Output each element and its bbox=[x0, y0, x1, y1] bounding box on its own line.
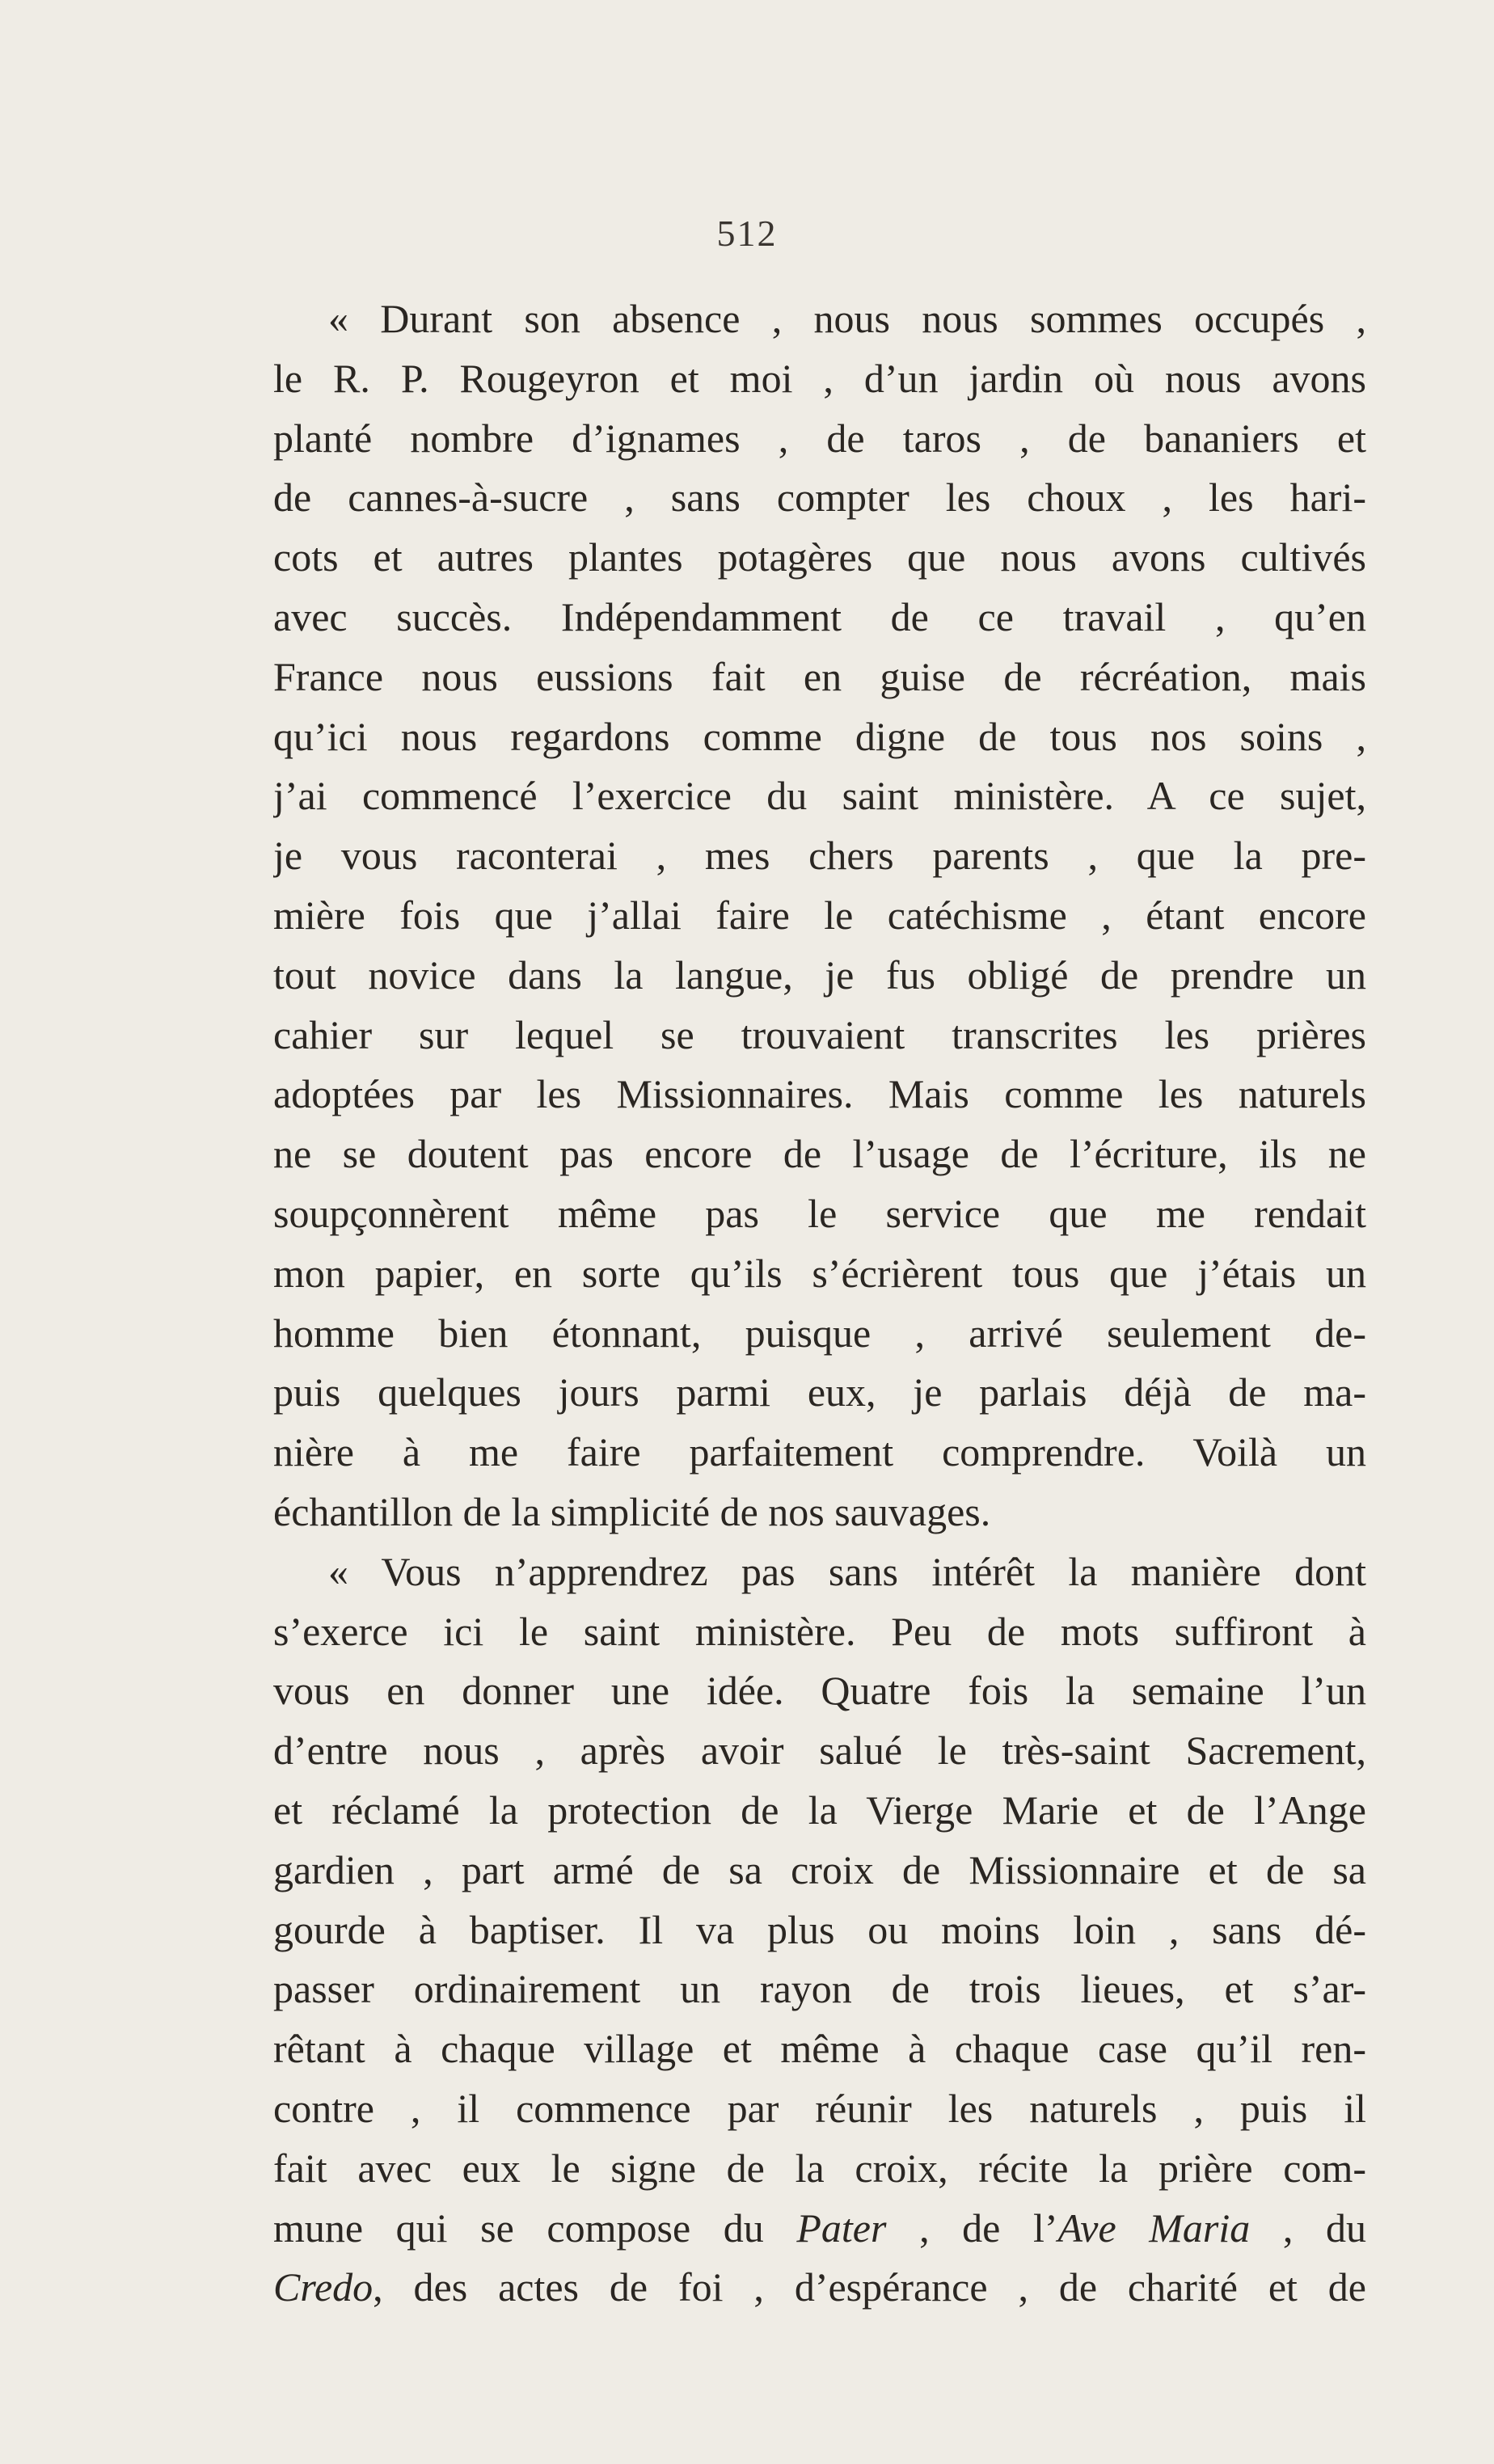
text-line: vous en donner une idée. Quatre fois la semaine l’un bbox=[273, 1668, 1366, 1714]
text-line: « Vous n’apprendrez pas sans intérêt la manière dont bbox=[328, 1548, 1366, 1594]
text-line: j’ai commencé l’exercice du saint ministère. A ce sujet, bbox=[273, 773, 1366, 819]
text-run: , de l’ bbox=[886, 2205, 1058, 2251]
text-line: planté nombre d’ignames , de taros , de bananiers et bbox=[273, 415, 1366, 461]
text-run: , du bbox=[1250, 2205, 1366, 2251]
text-line: passer ordinairement un rayon de trois lieues, et s’ar- bbox=[273, 1966, 1366, 2012]
italic-ave-maria: Ave Maria bbox=[1057, 2205, 1251, 2251]
text-line: fait avec eux le signe de la croix, récite la prière com- bbox=[273, 2145, 1366, 2191]
page-number: 512 bbox=[716, 213, 778, 254]
text-line: homme bien étonnant, puisque , arrivé seulement de- bbox=[273, 1310, 1366, 1356]
text-line: « Durant son absence , nous nous sommes occupés , bbox=[328, 296, 1366, 341]
text-run: mune qui se compose du bbox=[273, 2205, 797, 2251]
text-line-with-italics bbox=[273, 2258, 1366, 2318]
text-line: et réclamé la protection de la Vierge Marie et de l’Ange bbox=[273, 1787, 1366, 1833]
text-line: soupçonnèrent même pas le service que me rendait bbox=[273, 1190, 1366, 1236]
text-line: tout novice dans la langue, je fus obligé de prendre un bbox=[273, 951, 1366, 998]
text-line: mière fois que j’allai faire le catéchisme , étant encore bbox=[273, 892, 1366, 938]
text-line: le R. P. Rougeyron et moi , d’un jardin où nous avons bbox=[273, 355, 1366, 401]
text-line: d’entre nous , après avoir salué le très-saint Sacrement, bbox=[273, 1728, 1366, 1774]
text-run: , des actes de foi , d’espérance , de charité et de bbox=[373, 2264, 1366, 2310]
text-line: je vous raconterai , mes chers parents , que la pre- bbox=[273, 833, 1366, 879]
text-line: s’exerce ici le saint ministère. Peu de mots suffiront à bbox=[273, 1608, 1366, 1654]
text-line: échantillon de la simplicité de nos sauvages. bbox=[273, 1488, 991, 1534]
text-line: gardien , part armé de sa croix de Missionnaire et de sa bbox=[273, 1846, 1366, 1892]
text-line: cots et autres plantes potagères que nous avons cultivés bbox=[273, 534, 1366, 580]
text-line: nière à me faire parfaitement comprendre. Voilà un bbox=[273, 1429, 1366, 1475]
text-line: puis quelques jours parmi eux, je parlais déjà de ma- bbox=[273, 1369, 1366, 1416]
text-line: adoptées par les Missionnaires. Mais comme les naturels bbox=[273, 1071, 1366, 1117]
text-line: mon papier, en sorte qu’ils s’écrièrent tous que j’étais un bbox=[273, 1250, 1366, 1296]
text-line: avec succès. Indépendamment de ce travail , qu’en bbox=[273, 593, 1366, 639]
text-line: ne se doutent pas encore de l’usage de l’écriture, ils ne bbox=[273, 1131, 1366, 1177]
text-line: rêtant à chaque village et même à chaque case qu’il ren- bbox=[273, 2026, 1366, 2072]
body-text bbox=[273, 289, 1366, 2318]
italic-credo: Credo bbox=[273, 2264, 374, 2310]
text-line: de cannes-à-sucre , sans compter les choux , les hari- bbox=[273, 475, 1366, 521]
text-line: qu’ici nous regardons comme digne de tous nos soins , bbox=[273, 713, 1366, 759]
text-line: gourde à baptiser. Il va plus ou moins loin , sans dé- bbox=[273, 1906, 1366, 1952]
text-line-with-italics bbox=[273, 2199, 1366, 2259]
text-line: contre , il commence par réunir les naturels , puis il bbox=[273, 2085, 1366, 2131]
italic-pater: Pater bbox=[796, 2205, 887, 2251]
text-line: cahier sur lequel se trouvaient transcrites les prières bbox=[273, 1011, 1366, 1057]
text-line: France nous eussions fait en guise de récréation, mais bbox=[273, 653, 1366, 699]
